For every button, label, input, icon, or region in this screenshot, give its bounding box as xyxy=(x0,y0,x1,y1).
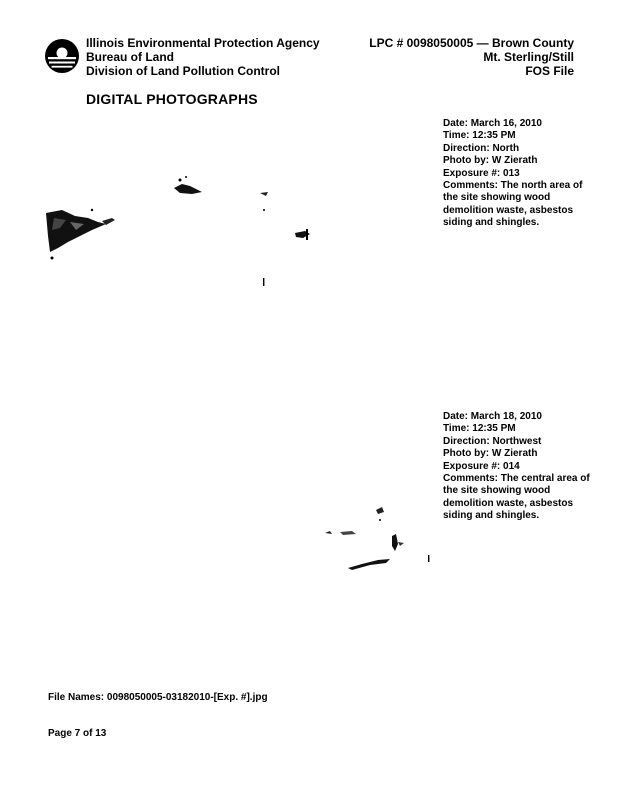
photo-1-photographer: Photo by: W Zierath xyxy=(443,155,538,167)
photo-1-comments: Comments: The north area of the site showing wood demolition waste, asbestos siding and shingles. xyxy=(443,180,583,229)
photo-1-direction: Direction: North xyxy=(443,142,520,154)
page-number: Page 7 of 13 xyxy=(48,728,107,739)
photo-2-time: Time: 12:35 PM xyxy=(443,423,516,435)
file-names: File Names: 0098050005-03182010-[Exp. #].jpg xyxy=(48,692,268,703)
agency-header xyxy=(86,36,320,78)
photo-2-date: Date: March 18, 2010 xyxy=(443,411,542,422)
photo-2-direction: Direction: Northwest xyxy=(443,435,542,447)
photo-1-date: Date: March 16, 2010 xyxy=(443,118,542,129)
file-type: FOS File xyxy=(525,64,574,78)
photo-2-exposure: Exposure #: 014 xyxy=(443,460,520,472)
division-name: Division of Land Pollution Control xyxy=(86,64,280,78)
photo-2-comments: Comments: The central area of the site showing wood demolition waste, asbestos siding and shingles. xyxy=(443,473,590,522)
agency-name: Illinois Environmental Protection Agency xyxy=(86,36,320,50)
site-header xyxy=(369,36,574,78)
photo-2-caption xyxy=(443,411,593,523)
bureau-name: Bureau of Land xyxy=(86,50,175,64)
section-title: DIGITAL PHOTOGRAPHS xyxy=(86,91,258,107)
photo-2-photographer: Photo by: W Zierath xyxy=(443,448,538,460)
photo-1-exposure: Exposure #: 013 xyxy=(443,167,520,179)
agency-logo xyxy=(44,38,80,74)
illinois-epa-logo-icon xyxy=(44,38,80,74)
photo-1 xyxy=(40,118,440,388)
photo-2 xyxy=(40,410,440,680)
site-location: Mt. Sterling/Still xyxy=(483,50,574,64)
photo-1-caption xyxy=(443,118,593,230)
photo-1-time: Time: 12:35 PM xyxy=(443,130,516,142)
site-id: LPC # 0098050005 — Brown County xyxy=(369,36,574,50)
